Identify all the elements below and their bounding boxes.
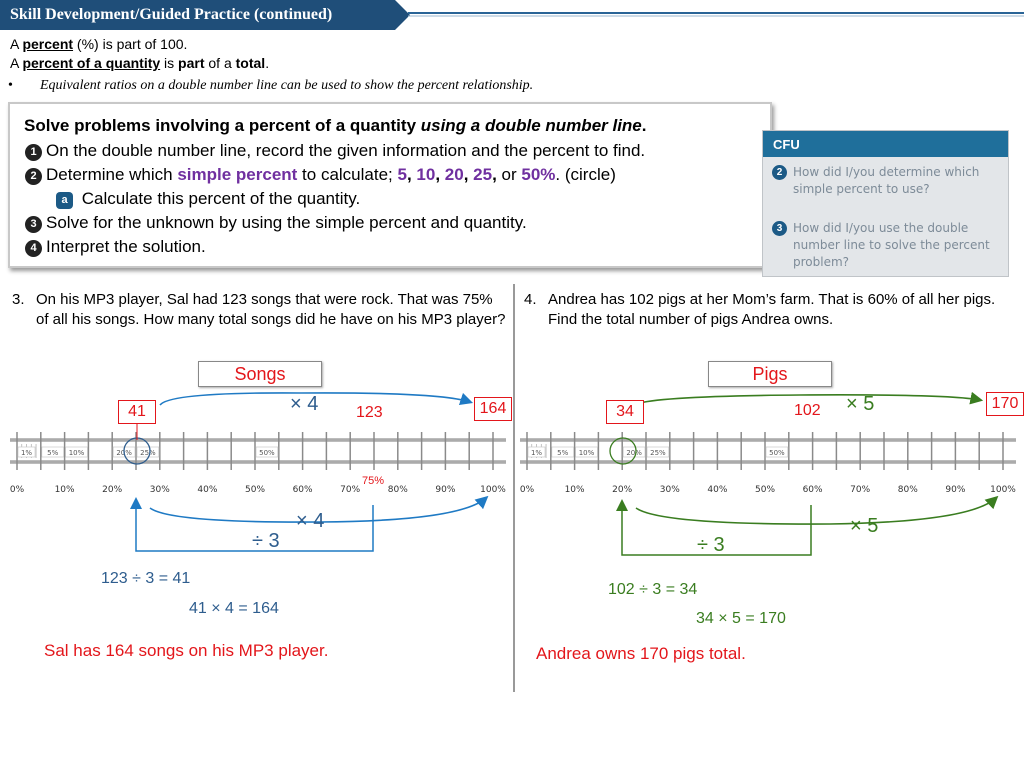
tick-label: 20% <box>612 485 633 495</box>
tick-label: 60% <box>802 485 823 495</box>
problem-4-number: 4. <box>524 291 537 308</box>
songs-label: Songs <box>198 361 322 387</box>
pigs-given-value: 102 <box>794 402 821 419</box>
cfu-question-3: How did I/you use the double number line to solve the percent problem? <box>793 221 990 269</box>
step-3: 3 Solve for the unknown by using the simple percent and quantity. <box>25 213 527 233</box>
intro-equivalent-ratios: • Equivalent ratios on a double number line can be used to show the percent relationship. <box>8 78 534 93</box>
songs-circle-25 <box>124 438 150 464</box>
tick-label: 30% <box>659 485 680 495</box>
pigs-simple-value: 34 <box>606 400 644 424</box>
step-4: 4 Interpret the solution. <box>25 237 206 257</box>
tick-label: 100% <box>480 485 506 495</box>
segment-label: 50% <box>769 449 785 457</box>
pigs-total-value: 170 <box>986 392 1024 416</box>
songs-answer: Sal has 164 songs on his MP3 player. <box>44 641 329 660</box>
tick-label: 40% <box>707 485 728 495</box>
step-2: 2 Determine which simple percent to calculate; 5, 10, 20, 25, or 50%. (circle) <box>25 165 616 185</box>
tick-label: 60% <box>292 485 313 495</box>
segment-label: 10% <box>68 449 85 457</box>
pigs-calc-1: 102 ÷ 3 = 34 <box>608 581 698 598</box>
step-1: 1 On the double number line, record the given information and the percent to find. <box>25 141 645 161</box>
segment-label: 5% <box>47 449 59 457</box>
songs-calc-1: 123 ÷ 3 = 41 <box>101 570 191 587</box>
step-number-2: 2 <box>25 168 42 185</box>
segment-label: 1% <box>20 449 33 457</box>
tick-label: 0% <box>9 485 25 495</box>
step-2a: a Calculate this percent of the quantity. <box>56 189 360 209</box>
songs-total-value: 164 <box>474 397 512 421</box>
pigs-divide: ÷ 3 <box>697 534 725 556</box>
tick-label: 90% <box>945 485 966 495</box>
term-percent: percent <box>22 36 74 52</box>
cfu-question-2: How did I/you determine which simple percent to use? <box>793 165 980 196</box>
problem-3-text: On his MP3 player, Sal had 123 songs that were rock. That was 75% of all his songs. How many total songs did he have on his MP3 player? <box>36 291 506 328</box>
steps-title: Solve problems involving a percent of a quantity using a double number line. <box>24 116 647 135</box>
segment-label: 50% <box>259 449 275 457</box>
tick-label: 30% <box>149 485 170 495</box>
tick-label: 100% <box>990 485 1016 495</box>
pigs-bottom-arrow <box>636 498 996 524</box>
pigs-multiply-top: × 5 <box>846 393 875 415</box>
songs-given-percent: 75% <box>362 475 385 487</box>
segment-label: 10% <box>578 449 595 457</box>
pigs-multiply-bottom: × 5 <box>850 515 879 537</box>
term-percent-of-quantity: percent of a quantity <box>22 55 161 71</box>
tick-label: 50% <box>244 485 266 495</box>
songs-multiply-top: × 4 <box>290 393 319 415</box>
intro-percent-of-quantity: A percent of a quantity is part of a total. <box>10 55 270 71</box>
pigs-answer: Andrea owns 170 pigs total. <box>536 644 746 663</box>
tick-label: 90% <box>435 485 456 495</box>
pigs-circle-20 <box>610 438 636 464</box>
segment-label: 1% <box>530 449 543 457</box>
pigs-calc-2: 34 × 5 = 170 <box>696 610 786 627</box>
songs-divide: ÷ 3 <box>252 530 280 552</box>
tick-label: 80% <box>897 485 918 495</box>
step-number-1: 1 <box>25 144 42 161</box>
tick-label: 10% <box>564 485 585 495</box>
segment-label: 25% <box>140 449 156 457</box>
tick-label: 70% <box>850 485 871 495</box>
segment-label: 20% <box>116 449 132 457</box>
page-title: Skill Development/Guided Practice (continued) <box>10 6 333 23</box>
bullet: • <box>8 78 13 93</box>
tick-label: 20% <box>102 485 123 495</box>
pigs-label: Pigs <box>708 361 832 387</box>
songs-calc-2: 41 × 4 = 164 <box>189 600 279 617</box>
tick-label: 70% <box>340 485 361 495</box>
songs-given-value: 123 <box>356 404 383 421</box>
step-number-4: 4 <box>25 240 42 257</box>
problem-3-number: 3. <box>12 291 25 308</box>
songs-multiply-bottom: × 4 <box>296 510 325 532</box>
segment-label: 20% <box>626 449 642 457</box>
tick-label: 0% <box>519 485 535 495</box>
segment-label: 25% <box>650 449 666 457</box>
segment-label: 5% <box>557 449 569 457</box>
tick-label: 80% <box>387 485 408 495</box>
tick-label: 40% <box>197 485 218 495</box>
cfu-number-2: 2 <box>772 165 787 180</box>
step-letter-a: a <box>56 192 73 209</box>
tick-label: 50% <box>754 485 776 495</box>
step-number-3: 3 <box>25 216 42 233</box>
tick-label: 10% <box>54 485 75 495</box>
cfu-title: CFU <box>773 137 800 152</box>
intro-percent-definition: A percent (%) is part of 100. <box>10 36 188 52</box>
songs-simple-value: 41 <box>118 400 156 424</box>
problem-4-text: Andrea has 102 pigs at her Mom’s farm. That is 60% of all her pigs. Find the total number of pigs Andrea owns. <box>548 291 996 328</box>
cfu-number-3: 3 <box>772 221 787 236</box>
